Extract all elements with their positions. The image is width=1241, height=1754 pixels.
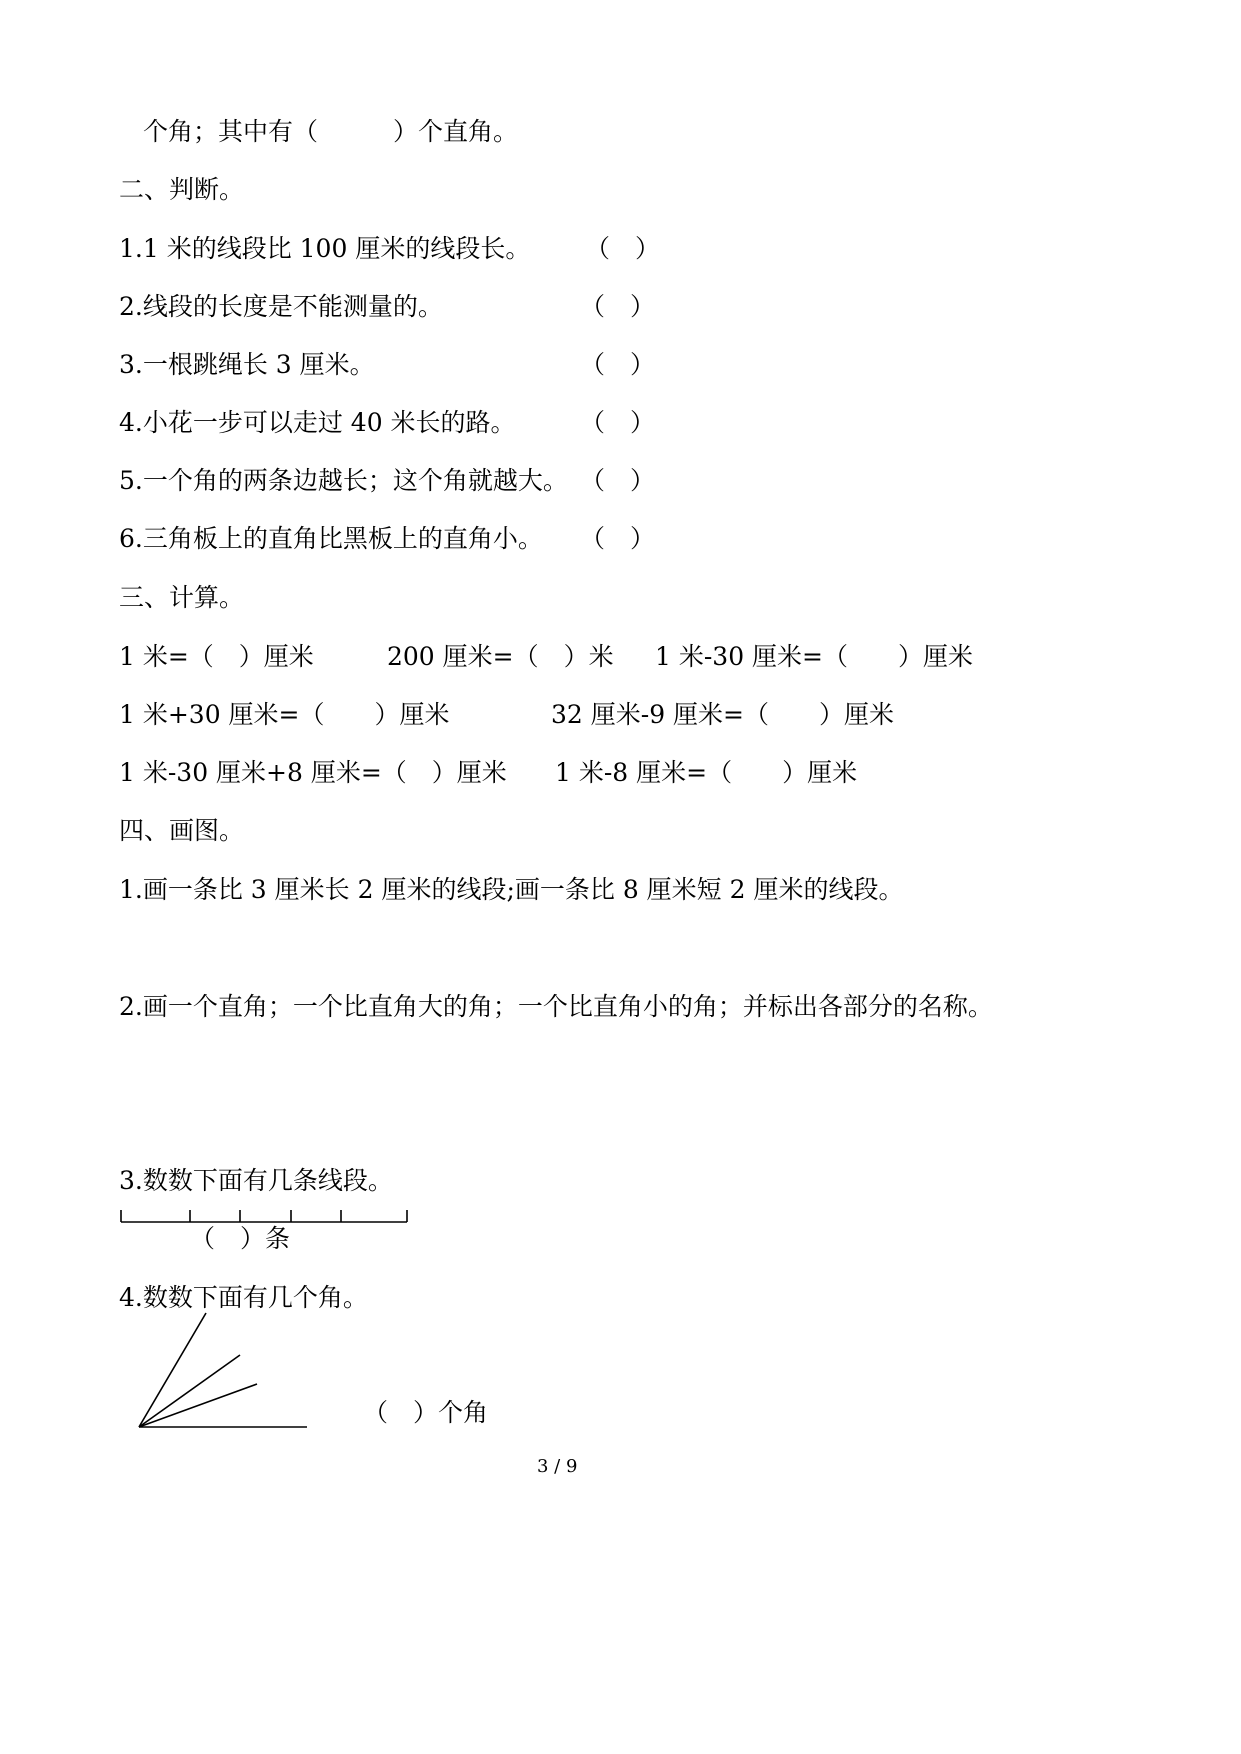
judge-bracket-2[interactable]: （ ） bbox=[580, 292, 656, 321]
judge-item-3: 3.一根跳绳长 3 厘米。 bbox=[119, 350, 375, 379]
judge-item-5: 5.一个角的两条边越长；这个角就越大。 bbox=[119, 466, 568, 495]
angle-ray-2 bbox=[139, 1355, 240, 1427]
page-number: 3 / 9 bbox=[537, 1456, 578, 1477]
section-4-heading: 四、画图。 bbox=[119, 816, 245, 845]
angle-ray-3 bbox=[139, 1313, 206, 1427]
judge-bracket-5[interactable]: （ ） bbox=[580, 466, 656, 495]
judge-item-4: 4.小花一步可以走过 40 米长的路。 bbox=[119, 408, 516, 437]
draw-question-3: 3.数数下面有几条线段。 bbox=[119, 1166, 393, 1195]
judge-bracket-4[interactable]: （ ） bbox=[580, 408, 656, 437]
judge-bracket-6[interactable]: （ ） bbox=[580, 524, 656, 553]
section-3-heading: 三、计算。 bbox=[119, 583, 245, 612]
calc-2-1: 1 米+30 厘米=（ ）厘米 bbox=[119, 700, 450, 729]
judge-item-2: 2.线段的长度是不能测量的。 bbox=[119, 292, 443, 321]
judge-item-1: 1.1 米的线段比 100 厘米的线段长。 bbox=[119, 234, 531, 263]
section-2-heading: 二、判断。 bbox=[119, 175, 245, 204]
segment-figure bbox=[115, 1205, 415, 1225]
judge-item-6: 6.三角板上的直角比黑板上的直角小。 bbox=[119, 524, 543, 553]
angle-ray-1 bbox=[139, 1384, 257, 1427]
draw-question-2: 2.画一个直角；一个比直角大的角；一个比直角小的角；并标出各部分的名称。 bbox=[119, 992, 993, 1021]
calc-1-2: 200 厘米=（ ）米 bbox=[387, 642, 614, 671]
segment-answer[interactable]: （ ）条 bbox=[190, 1224, 291, 1253]
calc-2-2: 32 厘米-9 厘米=（ ）厘米 bbox=[551, 700, 895, 729]
draw-question-4: 4.数数下面有几个角。 bbox=[119, 1283, 368, 1312]
draw-question-1: 1.画一条比 3 厘米长 2 厘米的线段;画一条比 8 厘米短 2 厘米的线段。 bbox=[119, 875, 904, 904]
calc-3-1: 1 米-30 厘米+8 厘米=（ ）厘米 bbox=[119, 758, 507, 787]
continued-question-line: 个角；其中有（ ）个直角。 bbox=[143, 117, 519, 146]
calc-1-3: 1 米-30 厘米=（ ）厘米 bbox=[655, 642, 974, 671]
angle-figure bbox=[130, 1305, 315, 1435]
calc-3-2: 1 米-8 厘米=（ ）厘米 bbox=[555, 758, 858, 787]
angle-answer[interactable]: （ ）个角 bbox=[363, 1398, 489, 1427]
judge-bracket-3[interactable]: （ ） bbox=[580, 350, 656, 379]
judge-bracket-1[interactable]: （ ） bbox=[585, 234, 661, 263]
calc-1-1: 1 米=（ ）厘米 bbox=[119, 642, 314, 671]
